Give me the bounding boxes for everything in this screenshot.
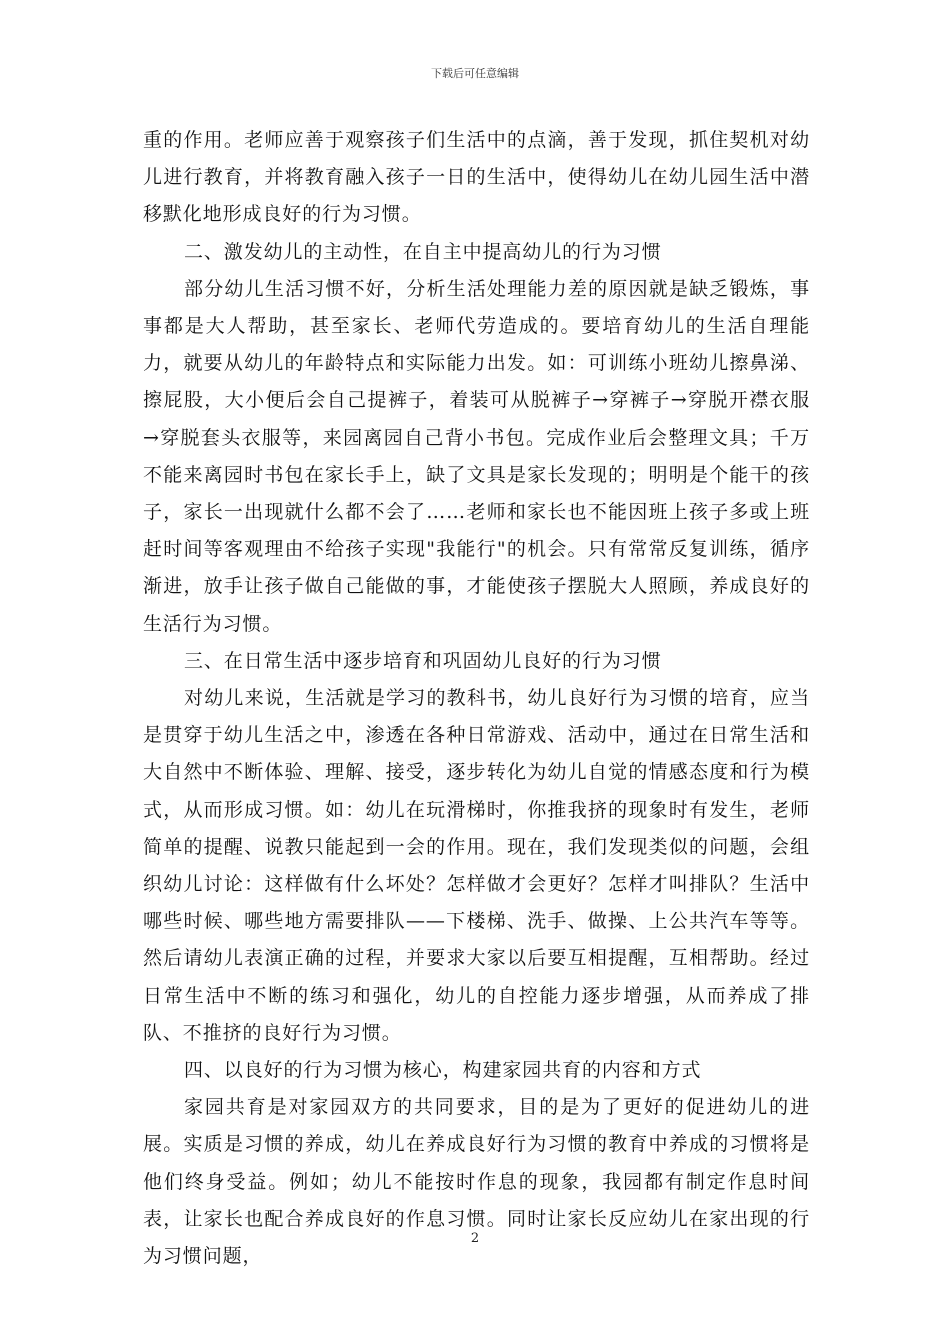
paragraph-3: 对幼儿来说，生活就是学习的教科书，幼儿良好行为习惯的培育，应当是贯穿于幼儿生活之中，渗透在各种日常游戏、活动中，通过在日常生活和大自然中不断体验、理解、接受，逐步转化为幼儿自觉的情感态度和行为模式，从而形成习惯。如：幼儿在玩滑梯时，你推我挤的现象时有发生，老师简单的提醒、说教只能起到一会的作用。现在，我们发现类似的问题，会组织幼儿讨论：这样做有什么坏处？怎样做才会更好？怎样才叫排队？生活中哪些时候、哪些地方需要排队——下楼梯、洗手、做操、上公共汽车等等。然后请幼儿表演正确的过程，并要求大家以后要互相提醒，互相帮助。经过日常生活中不断的练习和强化，幼儿的自控能力逐步增强，从而养成了排队、不推挤的良好行为习惯。 <box>143 687 810 1044</box>
section-heading-2: 二、激发幼儿的主动性，在自主中提高幼儿的行为习惯 <box>184 240 662 263</box>
page-number: 2 <box>470 1231 480 1246</box>
paragraph-4: 家园共育是对家园双方的共同要求，目的是为了更好的促进幼儿的进展。实质是习惯的养成，幼儿在养成良好行为习惯的教育中养成的习惯将是他们终身受益。例如；幼儿不能按时作息的现象，我园都有制定作息时间表，让家长也配合养成良好的作息习惯。同时让家长反应幼儿在家出现的行为习惯问题， <box>143 1096 810 1268</box>
section-heading-4: 四、以良好的行为习惯为核心，构建家园共育的内容和方式 <box>184 1059 702 1082</box>
page-header: 下载后可任意编辑 <box>431 67 519 80</box>
paragraph-1: 重的作用。老师应善于观察孩子们生活中的点滴，善于发现，抓住契机对幼儿进行教育，并将教育融入孩子一日的生活中，使得幼儿在幼儿园生活中潜移默化地形成良好的行为习惯。 <box>143 129 810 226</box>
document-body <box>143 122 810 1275</box>
paragraph-2: 部分幼儿生活习惯不好，分析生活处理能力差的原因就是缺乏锻炼，事事都是大人帮助，甚至家长、老师代劳造成的。要培育幼儿的生活自理能力，就要从幼儿的年龄特点和实际能力出发。如：可训练小班幼儿擦鼻涕、擦屁股，大小便后会自己提裤子，着装可从脱裤子→穿裤子→穿脱开襟衣服→穿脱套头衣服等，来园离园自己背小书包。完成作业后会整理文具；千万不能来离园时书包在家长手上，缺了文具是家长发现的；明明是个能干的孩子，家长一出现就什么都不会了……老师和家长也不能因班上孩子多或上班赶时间等客观理由不给孩子实现"我能行"的机会。只有常常反复训练，循序渐进，放手让孩子做自己能做的事，才能使孩子摆脱大人照顾，养成良好的生活行为习惯。 <box>143 277 810 635</box>
section-heading-3: 三、在日常生活中逐步培育和巩固幼儿良好的行为习惯 <box>184 649 662 672</box>
